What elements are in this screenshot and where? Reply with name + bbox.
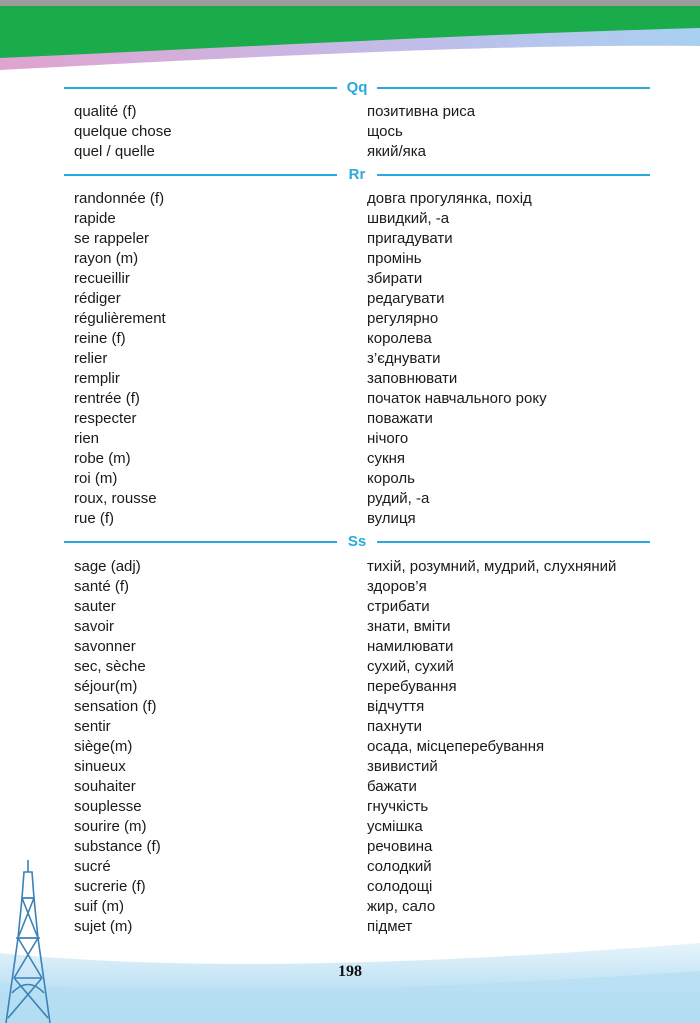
dictionary-entry xyxy=(0,837,700,857)
letter-header-q xyxy=(64,77,650,99)
french-word: substance (f) xyxy=(74,838,161,855)
french-word: siège(m) xyxy=(74,738,133,755)
french-word: sage (adj) xyxy=(74,558,141,575)
section-letter: Ss xyxy=(347,533,367,550)
ukrainian-translation: редагувати xyxy=(367,290,445,307)
ukrainian-translation: солодощі xyxy=(367,878,433,895)
dictionary-entry xyxy=(0,249,700,269)
french-word: se rappeler xyxy=(74,230,150,247)
entry-list-q xyxy=(0,102,700,162)
french-word: robe (m) xyxy=(74,450,131,467)
dictionary-entry xyxy=(0,897,700,917)
dictionary-entry xyxy=(0,329,700,349)
french-word: sec, sèche xyxy=(74,658,146,675)
dictionary-entry xyxy=(0,122,700,142)
french-word: qualité (f) xyxy=(74,103,137,120)
header-divider-left xyxy=(64,541,337,543)
dictionary-entry xyxy=(0,857,700,877)
french-word: rapide xyxy=(74,210,116,227)
ukrainian-translation: гнучкість xyxy=(367,798,429,815)
ukrainian-translation: усмішка xyxy=(367,818,423,835)
french-word: roi (m) xyxy=(74,470,118,487)
dictionary-entry xyxy=(0,209,700,229)
ukrainian-translation: перебування xyxy=(367,678,457,695)
section-letter: Qq xyxy=(346,79,368,96)
ukrainian-translation: збирати xyxy=(367,270,423,287)
dictionary-entry xyxy=(0,657,700,677)
letter-header-s xyxy=(64,531,650,553)
ukrainian-translation: сукня xyxy=(367,450,405,467)
entry-list-r xyxy=(0,189,700,529)
dictionary-entry xyxy=(0,102,700,122)
ukrainian-translation: відчуття xyxy=(367,698,425,715)
ukrainian-translation: речовина xyxy=(367,838,433,855)
ukrainian-translation: заповнювати xyxy=(367,370,458,387)
french-word: santé (f) xyxy=(74,578,130,595)
dictionary-entry xyxy=(0,429,700,449)
dictionary-entry xyxy=(0,737,700,757)
ukrainian-translation: жир, сало xyxy=(367,898,436,915)
ukrainian-translation: звивистий xyxy=(367,758,438,775)
french-word: rien xyxy=(74,430,100,447)
dictionary-entry xyxy=(0,369,700,389)
dictionary-entry xyxy=(0,797,700,817)
header-divider-right xyxy=(377,87,650,89)
ukrainian-translation: швидкий, -а xyxy=(367,210,450,227)
ukrainian-translation: здоров’я xyxy=(367,578,427,595)
french-word: rentrée (f) xyxy=(74,390,140,407)
section-q xyxy=(0,77,700,162)
dictionary-entry xyxy=(0,697,700,717)
french-word: sauter xyxy=(74,598,116,615)
french-word: quel / quelle xyxy=(74,143,155,160)
french-word: relier xyxy=(74,350,108,367)
french-word: sensation (f) xyxy=(74,698,157,715)
ukrainian-translation: нічого xyxy=(367,430,409,447)
dictionary-entry xyxy=(0,817,700,837)
dictionary-entry xyxy=(0,489,700,509)
ukrainian-translation: поважати xyxy=(367,410,433,427)
ukrainian-translation: пахнути xyxy=(367,718,422,735)
french-word: sucrerie (f) xyxy=(74,878,146,895)
french-word: rédiger xyxy=(74,290,121,307)
dictionary-entry xyxy=(0,617,700,637)
ukrainian-translation: підмет xyxy=(367,918,413,935)
dictionary-entry xyxy=(0,229,700,249)
ukrainian-translation: з’єднувати xyxy=(367,350,441,367)
french-word: recueillir xyxy=(74,270,130,287)
ukrainian-translation: королева xyxy=(367,330,432,347)
dictionary-entry xyxy=(0,557,700,577)
french-word: souhaiter xyxy=(74,778,136,795)
ukrainian-translation: позитивна риса xyxy=(367,103,476,120)
french-word: régulièrement xyxy=(74,310,166,327)
dictionary-entry xyxy=(0,509,700,529)
dictionary-entry xyxy=(0,469,700,489)
dictionary-entry xyxy=(0,142,700,162)
ukrainian-translation: король xyxy=(367,470,415,487)
ukrainian-translation: вулиця xyxy=(367,510,416,527)
section-s xyxy=(0,531,700,937)
french-word: savonner xyxy=(74,638,136,655)
ukrainian-translation: довга прогулянка, похід xyxy=(367,190,532,207)
french-word: savoir xyxy=(74,618,115,635)
french-word: sentir xyxy=(74,718,111,735)
section-r xyxy=(0,164,700,529)
french-word: sinueux xyxy=(74,758,126,775)
french-word: souplesse xyxy=(74,798,142,815)
french-word: remplir xyxy=(74,370,120,387)
dictionary-entry xyxy=(0,877,700,897)
dictionary-entry xyxy=(0,757,700,777)
ukrainian-translation: намилювати xyxy=(367,638,454,655)
dictionary-entry xyxy=(0,189,700,209)
ukrainian-translation: пригадувати xyxy=(367,230,453,247)
dictionary-entry xyxy=(0,637,700,657)
dictionary-entry xyxy=(0,577,700,597)
ukrainian-translation: щось xyxy=(367,123,403,140)
page-number: 198 xyxy=(338,963,362,980)
ukrainian-translation: промінь xyxy=(367,250,422,267)
dictionary-entry xyxy=(0,449,700,469)
french-word: sucré xyxy=(74,858,111,875)
ukrainian-translation: знати, вміти xyxy=(367,618,451,635)
french-word: rayon (m) xyxy=(74,250,139,267)
ukrainian-translation: регулярно xyxy=(367,310,439,327)
header-divider-right xyxy=(377,174,650,176)
dictionary-entry xyxy=(0,389,700,409)
dictionary-entry xyxy=(0,597,700,617)
french-word: roux, rousse xyxy=(74,490,157,507)
french-word: suif (m) xyxy=(74,898,124,915)
ukrainian-translation: осада, місцеперебування xyxy=(367,738,545,755)
dictionary-entry xyxy=(0,409,700,429)
letter-header-r xyxy=(64,164,650,186)
french-word: quelque chose xyxy=(74,123,172,140)
header-divider-left xyxy=(64,87,337,89)
french-word: sourire (m) xyxy=(74,818,147,835)
french-word: reine (f) xyxy=(74,330,126,347)
section-letter: Rr xyxy=(348,166,366,183)
header-divider-right xyxy=(377,541,650,543)
header-divider-left xyxy=(64,174,337,176)
dictionary-entry xyxy=(0,289,700,309)
ukrainian-translation: солодкий xyxy=(367,858,432,875)
ukrainian-translation: стрибати xyxy=(367,598,430,615)
dictionary-entry xyxy=(0,269,700,289)
dictionary-entry xyxy=(0,917,700,937)
french-word: randonnée (f) xyxy=(74,190,165,207)
dictionary-entry xyxy=(0,777,700,797)
ukrainian-translation: тихій, розумний, мудрий, слухняний xyxy=(367,558,617,575)
dictionary-entry xyxy=(0,349,700,369)
ukrainian-translation: який/яка xyxy=(367,143,426,160)
dictionary-entry xyxy=(0,717,700,737)
entry-list-s xyxy=(0,557,700,937)
french-word: respecter xyxy=(74,410,137,427)
ukrainian-translation: бажати xyxy=(367,778,417,795)
ukrainian-translation: сухий, сухий xyxy=(367,658,454,675)
ukrainian-translation: рудий, -а xyxy=(367,490,430,507)
ukrainian-translation: початок навчального року xyxy=(367,390,547,407)
dictionary-entry xyxy=(0,309,700,329)
french-word: sujet (m) xyxy=(74,918,133,935)
dictionary-entry xyxy=(0,677,700,697)
french-word: séjour(m) xyxy=(74,678,138,695)
french-word: rue (f) xyxy=(74,510,115,527)
